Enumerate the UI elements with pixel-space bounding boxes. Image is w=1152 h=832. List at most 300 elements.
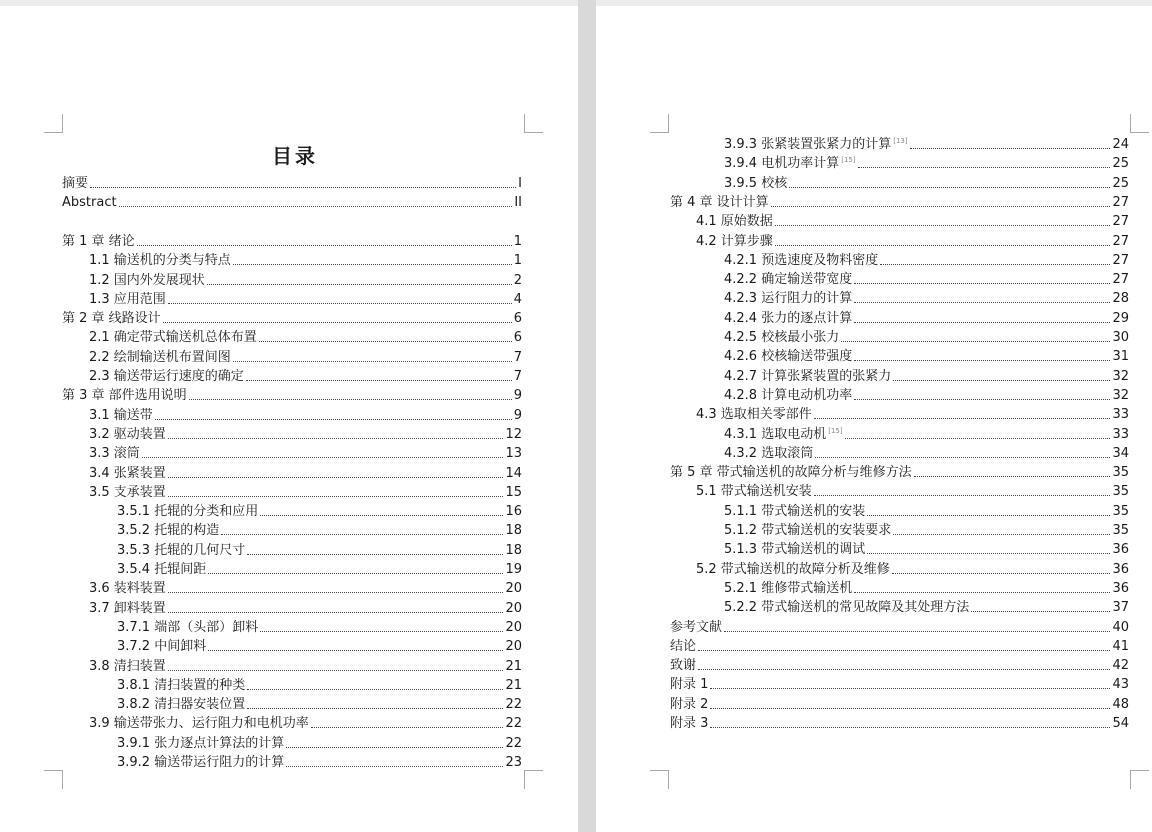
toc-entry[interactable] bbox=[724, 444, 1129, 463]
page-gutter bbox=[578, 0, 596, 832]
dot-leader bbox=[841, 341, 1110, 342]
toc-entry[interactable] bbox=[696, 560, 1129, 579]
toc-entry[interactable] bbox=[117, 637, 522, 656]
toc-page-number: 20 bbox=[505, 581, 522, 597]
toc-entry-title bbox=[89, 367, 244, 386]
margin-corner-mark bbox=[1130, 114, 1149, 133]
toc-entry-text: 3.5.1 托辊的分类和应用 bbox=[117, 504, 259, 520]
toc-entry-title bbox=[117, 521, 219, 540]
toc-entry[interactable] bbox=[724, 154, 1129, 173]
toc-entry[interactable] bbox=[62, 232, 522, 251]
dot-leader bbox=[893, 534, 1110, 535]
toc-page-number: 35 bbox=[1112, 503, 1129, 519]
dot-leader bbox=[233, 264, 512, 265]
toc-entry-text: 结论 bbox=[670, 638, 697, 654]
toc-page-number: 32 bbox=[1112, 368, 1129, 384]
toc-entry-title bbox=[62, 232, 135, 251]
toc-entry-title bbox=[724, 251, 878, 270]
toc-entry-title bbox=[62, 386, 187, 405]
citation-superscript: [15] bbox=[841, 156, 856, 165]
toc-page-number: 2 bbox=[513, 272, 522, 288]
toc-entry[interactable] bbox=[117, 618, 522, 637]
dot-leader bbox=[189, 399, 512, 400]
toc-entry-text: 5.2 带式输送机的故障分析及维修 bbox=[696, 561, 890, 577]
toc-entry-text: 3.9.1 张力逐点计算法的计算 bbox=[117, 735, 285, 751]
toc-entry[interactable] bbox=[696, 405, 1129, 424]
toc-entry[interactable] bbox=[724, 135, 1129, 154]
toc-entry-title bbox=[89, 348, 231, 367]
toc-entry[interactable] bbox=[62, 193, 522, 212]
toc-entry-title bbox=[724, 347, 852, 366]
toc-entry-title bbox=[724, 135, 908, 154]
toc-page-number: 36 bbox=[1112, 580, 1129, 596]
toc-entry-text: 4.2.6 校核输送带强度 bbox=[724, 349, 853, 365]
toc-page-number: 22 bbox=[505, 716, 522, 732]
dot-leader bbox=[168, 612, 504, 613]
toc-entry[interactable] bbox=[89, 367, 522, 386]
dot-leader bbox=[775, 245, 1111, 246]
toc-entry[interactable] bbox=[696, 212, 1129, 231]
toc-entry-text: 附录 3 bbox=[670, 716, 709, 731]
toc-entry-text: 5.1 带式输送机安装 bbox=[696, 484, 812, 500]
toc-entry[interactable] bbox=[724, 367, 1129, 386]
dot-leader bbox=[845, 438, 1111, 439]
toc-entry-title bbox=[724, 502, 865, 521]
dot-leader bbox=[854, 322, 1110, 323]
toc-entry-title bbox=[724, 598, 969, 617]
dot-leader bbox=[854, 360, 1110, 361]
toc-page-number: 18 bbox=[505, 523, 522, 539]
dot-leader bbox=[119, 206, 513, 207]
toc-entry-text: 2.2 绘制输送机布置间图 bbox=[89, 349, 231, 365]
toc-entry-text: 3.8.1 清扫装置的种类 bbox=[117, 677, 246, 693]
toc-page-number: 7 bbox=[513, 369, 522, 384]
toc-page-number: 36 bbox=[1112, 542, 1129, 558]
toc-entry-title bbox=[89, 271, 205, 290]
dot-leader bbox=[208, 573, 503, 574]
dot-leader bbox=[260, 631, 503, 632]
dot-leader bbox=[233, 361, 512, 362]
toc-entry-text: 3.3 滚筒 bbox=[89, 446, 140, 462]
toc-entry-text: 4.2.4 张力的逐点计算 bbox=[724, 310, 853, 326]
toc-page-number: 22 bbox=[505, 697, 522, 713]
dot-leader bbox=[247, 554, 503, 555]
toc-entry-title bbox=[670, 193, 769, 212]
toc-page-number: 36 bbox=[1112, 561, 1129, 577]
toc-entry[interactable] bbox=[724, 540, 1129, 559]
toc-entry-title bbox=[62, 309, 161, 328]
toc-entry[interactable] bbox=[724, 598, 1129, 617]
dot-leader bbox=[168, 477, 504, 478]
toc-page-number: 54 bbox=[1112, 716, 1129, 731]
toc-entry-text: 3.9.2 输送带运行阻力的计算 bbox=[117, 755, 285, 770]
toc-page-number: 1 bbox=[513, 253, 522, 269]
dot-leader bbox=[137, 245, 512, 246]
toc-entry-text: 3.8.2 清扫器安装位置 bbox=[117, 697, 246, 713]
toc-entry-title bbox=[89, 657, 166, 676]
toc-entry[interactable] bbox=[670, 656, 1129, 675]
dot-leader bbox=[814, 495, 1111, 496]
dot-leader bbox=[311, 727, 504, 728]
toc-entry-title bbox=[117, 502, 258, 521]
toc-entry-title bbox=[117, 734, 284, 753]
toc-entry-text: 2.3 输送带运行速度的确定 bbox=[89, 369, 244, 384]
toc-page-number: 31 bbox=[1112, 349, 1129, 365]
dot-leader bbox=[168, 438, 504, 439]
toc-entry[interactable] bbox=[117, 753, 522, 772]
toc-entry-title bbox=[670, 656, 696, 675]
toc-entry[interactable] bbox=[89, 599, 522, 618]
toc-entry[interactable] bbox=[670, 193, 1129, 212]
toc-entry-title bbox=[670, 618, 722, 637]
toc-entry-text: 3.7 卸料装置 bbox=[89, 600, 166, 616]
toc-entry-text: 4.3.1 选取电动机 bbox=[724, 426, 827, 442]
toc-entry-title bbox=[670, 714, 708, 733]
dot-leader bbox=[775, 225, 1111, 226]
margin-corner-mark bbox=[44, 114, 63, 133]
toc-page-number: 43 bbox=[1112, 677, 1129, 693]
toc-entry-title bbox=[117, 753, 284, 772]
toc-entry-title bbox=[670, 675, 708, 694]
citation-superscript: [15] bbox=[828, 426, 843, 435]
toc-page-number: I bbox=[518, 176, 522, 191]
dot-leader bbox=[163, 322, 512, 323]
toc-page-number: 37 bbox=[1112, 600, 1129, 616]
toc-page-number: 15 bbox=[505, 484, 522, 500]
toc-entry-title bbox=[724, 289, 852, 308]
dot-leader bbox=[168, 303, 512, 304]
toc-entry[interactable] bbox=[117, 541, 522, 560]
toc-entry-text: 3.5.4 托辊间距 bbox=[117, 562, 207, 577]
toc-entry-text: 3.5 支承装置 bbox=[89, 484, 166, 500]
margin-corner-mark bbox=[44, 770, 63, 789]
toc-page-number: 12 bbox=[505, 426, 522, 442]
toc-entry-text: 3.1 输送带 bbox=[89, 407, 153, 423]
toc-entry-text: 4.2.7 计算张紧装置的张紧力 bbox=[724, 368, 892, 384]
toc-entry-title bbox=[724, 328, 839, 347]
toc-entry-title bbox=[89, 714, 309, 733]
toc-entry[interactable] bbox=[724, 502, 1129, 521]
toc-entry-title bbox=[724, 386, 852, 405]
toc-page-number: 23 bbox=[505, 755, 522, 770]
toc-entry-text: 1.1 输送机的分类与特点 bbox=[89, 253, 231, 269]
toc-entry-title bbox=[62, 193, 117, 212]
toc-entry-text: 3.9 输送带张力、运行阻力和电机功率 bbox=[89, 716, 309, 732]
toc-entry-text: 第 1 章 绪论 bbox=[62, 233, 135, 249]
dot-leader bbox=[247, 708, 503, 709]
toc-page-number: 24 bbox=[1112, 137, 1129, 152]
toc-entry-text: 2.1 确定带式输送机总体布置 bbox=[89, 330, 257, 346]
toc-page-number: 27 bbox=[1112, 194, 1129, 210]
toc-entry-text: 1.2 国内外发展现状 bbox=[89, 272, 205, 288]
toc-page-number: 25 bbox=[1112, 175, 1129, 191]
toc-page-number: 42 bbox=[1112, 658, 1129, 674]
dot-leader bbox=[208, 650, 503, 651]
toc-page-number: 18 bbox=[505, 542, 522, 558]
toc-entry-text: 参考文献 bbox=[670, 619, 723, 635]
toc-entry-text: 4.3 选取相关零部件 bbox=[696, 407, 812, 423]
toc-entry-title bbox=[89, 406, 153, 425]
dot-leader bbox=[858, 167, 1111, 168]
toc-page-number: 14 bbox=[505, 465, 522, 481]
toc-entry[interactable] bbox=[670, 695, 1129, 714]
toc-entry[interactable] bbox=[89, 483, 522, 502]
toc-entry-title bbox=[62, 174, 88, 193]
toc-entry-text: 3.8 清扫装置 bbox=[89, 658, 166, 674]
dot-leader bbox=[259, 341, 512, 342]
dot-leader bbox=[789, 187, 1110, 188]
toc-page-number: 41 bbox=[1112, 638, 1129, 654]
dot-leader bbox=[914, 476, 1111, 477]
toc-page-number: 20 bbox=[505, 600, 522, 616]
toc-entry-title bbox=[696, 405, 812, 424]
dot-leader bbox=[854, 302, 1110, 303]
toc-page-number: 9 bbox=[513, 407, 522, 423]
toc-entry-text: Abstract bbox=[62, 195, 117, 211]
toc-entry[interactable] bbox=[670, 618, 1129, 637]
toc-page-number: 35 bbox=[1112, 465, 1129, 481]
toc-page-number: 7 bbox=[513, 349, 522, 365]
toc-page-number: 6 bbox=[513, 311, 522, 327]
toc-entry[interactable] bbox=[724, 270, 1129, 289]
dot-leader bbox=[698, 669, 1110, 670]
toc-entry-title bbox=[724, 154, 856, 173]
margin-corner-mark bbox=[524, 770, 543, 789]
dot-leader bbox=[286, 766, 503, 767]
toc-entry[interactable] bbox=[89, 406, 522, 425]
toc-page-number: 4 bbox=[513, 291, 522, 307]
dot-leader bbox=[854, 399, 1110, 400]
dot-leader bbox=[286, 747, 503, 748]
toc-page-number: 16 bbox=[505, 504, 522, 520]
dot-leader bbox=[880, 264, 1110, 265]
margin-corner-mark bbox=[650, 114, 669, 133]
toc-entry-text: 第 4 章 设计计算 bbox=[670, 194, 769, 210]
toc-entry-text: 4.3.2 选取滚筒 bbox=[724, 445, 814, 461]
toc-page-number: 32 bbox=[1112, 387, 1129, 403]
toc-entry-text: 3.9.4 电机功率计算 bbox=[724, 156, 840, 172]
toc-entry-title bbox=[89, 579, 166, 598]
toc-title: 目录 bbox=[272, 144, 318, 168]
toc-entry-title bbox=[89, 251, 231, 270]
toc-entry-title bbox=[89, 328, 257, 347]
dot-leader bbox=[867, 553, 1110, 554]
toc-entry[interactable] bbox=[724, 328, 1129, 347]
toc-page-number: 13 bbox=[505, 446, 522, 462]
toc-entry-text: 3.9.3 张紧装置张紧力的计算 bbox=[724, 137, 892, 152]
toc-entry[interactable] bbox=[117, 676, 522, 695]
dot-leader bbox=[710, 727, 1110, 728]
toc-page-number: 28 bbox=[1112, 291, 1129, 307]
dot-leader bbox=[168, 670, 504, 671]
dot-leader bbox=[710, 688, 1110, 689]
toc-page-number: 27 bbox=[1112, 272, 1129, 288]
toc-entry[interactable] bbox=[117, 734, 522, 753]
dot-leader bbox=[771, 206, 1111, 207]
toc-entry-text: 附录 1 bbox=[670, 677, 709, 693]
toc-entry[interactable] bbox=[117, 695, 522, 714]
toc-page-number: II bbox=[514, 195, 522, 211]
toc-entry-title bbox=[117, 560, 206, 579]
toc-entry-title bbox=[89, 290, 166, 309]
toc-entry[interactable] bbox=[724, 579, 1129, 598]
toc-entry-title bbox=[724, 367, 891, 386]
toc-entry[interactable] bbox=[89, 579, 522, 598]
margin-corner-mark bbox=[1130, 770, 1149, 789]
toc-entry-text: 3.6 装料装置 bbox=[89, 581, 166, 597]
toc-entry[interactable] bbox=[670, 463, 1129, 482]
toc-entry-title bbox=[696, 232, 773, 251]
toc-entry-title bbox=[117, 618, 258, 637]
toc-entry[interactable] bbox=[724, 309, 1129, 328]
toc-entry[interactable] bbox=[89, 348, 522, 367]
dot-leader bbox=[892, 573, 1111, 574]
toc-entry-title bbox=[89, 425, 166, 444]
toc-entry[interactable] bbox=[89, 251, 522, 270]
toc-entry-text: 4.2.3 运行阻力的计算 bbox=[724, 291, 853, 307]
toc-entry[interactable] bbox=[696, 482, 1129, 501]
toc-page-number: 6 bbox=[513, 330, 522, 346]
toc-entry-text: 5.1.3 带式输送机的调试 bbox=[724, 542, 866, 558]
toc-entry[interactable] bbox=[117, 560, 522, 579]
document-page-right bbox=[596, 6, 1152, 832]
toc-entry-text: 4.2 计算步骤 bbox=[696, 233, 773, 249]
toc-entry-text: 第 2 章 线路设计 bbox=[62, 311, 161, 327]
toc-page-number: 19 bbox=[505, 562, 522, 577]
toc-entry[interactable] bbox=[670, 714, 1129, 733]
toc-entry-title bbox=[696, 482, 812, 501]
toc-entry-text: 第 5 章 带式输送机的故障分析与维修方法 bbox=[670, 465, 912, 481]
dot-leader bbox=[260, 515, 503, 516]
toc-page-number: 21 bbox=[505, 658, 522, 674]
toc-entry-title bbox=[117, 676, 245, 695]
toc-entry[interactable] bbox=[117, 521, 522, 540]
toc-entry[interactable] bbox=[117, 502, 522, 521]
toc-entry-text: 3.5.3 托辊的几何尺寸 bbox=[117, 542, 246, 558]
dot-leader bbox=[90, 187, 516, 188]
toc-page-number: 22 bbox=[505, 735, 522, 751]
toc-entry[interactable] bbox=[89, 290, 522, 309]
toc-entry-title bbox=[89, 464, 166, 483]
toc-entry-text: 3.7.1 端部（头部）卸料 bbox=[117, 619, 259, 635]
toc-entry[interactable] bbox=[724, 251, 1129, 270]
toc-entry[interactable] bbox=[724, 347, 1129, 366]
toc-entry[interactable] bbox=[89, 657, 522, 676]
toc-entry-title bbox=[89, 444, 140, 463]
toc-entry-text: 第 3 章 部件选用说明 bbox=[62, 388, 187, 404]
toc-page-number: 27 bbox=[1112, 233, 1129, 249]
toc-entry[interactable] bbox=[696, 232, 1129, 251]
dot-leader bbox=[142, 457, 504, 458]
toc-entry[interactable] bbox=[89, 444, 522, 463]
dot-leader bbox=[710, 708, 1110, 709]
toc-page-number: 1 bbox=[513, 233, 522, 249]
toc-entry-title bbox=[670, 637, 696, 656]
toc-entry-title bbox=[724, 579, 852, 598]
dot-leader bbox=[910, 148, 1111, 149]
toc-entry[interactable] bbox=[62, 174, 522, 193]
toc-entry-title bbox=[724, 444, 813, 463]
toc-entry[interactable] bbox=[62, 309, 522, 328]
toc-entry[interactable] bbox=[724, 425, 1129, 444]
toc-entry[interactable] bbox=[724, 174, 1129, 193]
dot-leader bbox=[814, 418, 1111, 419]
toc-entry-title bbox=[89, 599, 166, 618]
toc-entry[interactable] bbox=[89, 425, 522, 444]
toc-entry-text: 3.4 张紧装置 bbox=[89, 465, 166, 481]
document-page-left bbox=[0, 6, 578, 832]
toc-entry-title bbox=[724, 425, 843, 444]
toc-page-number: 30 bbox=[1112, 330, 1129, 345]
toc-page-number: 35 bbox=[1112, 523, 1129, 538]
toc-entry-title bbox=[724, 309, 852, 328]
toc-page-number: 27 bbox=[1112, 252, 1129, 268]
toc-entry[interactable] bbox=[89, 714, 522, 733]
toc-entry-text: 致谢 bbox=[670, 658, 697, 674]
dot-leader bbox=[854, 283, 1110, 284]
toc-entry-text: 3.2 驱动装置 bbox=[89, 426, 166, 442]
dot-leader bbox=[971, 611, 1110, 612]
toc-entry-title bbox=[724, 540, 865, 559]
dot-leader bbox=[168, 496, 504, 497]
toc-entry-text: 摘要 bbox=[62, 176, 89, 191]
dot-leader bbox=[724, 631, 1110, 632]
toc-entry-title bbox=[724, 270, 852, 289]
dot-leader bbox=[854, 592, 1110, 593]
toc-entry-title bbox=[696, 212, 773, 231]
margin-corner-mark bbox=[524, 114, 543, 133]
toc-entry-title bbox=[117, 637, 206, 656]
toc-entry-text: 4.2.2 确定输送带宽度 bbox=[724, 272, 853, 288]
toc-entry-text: 3.5.2 托辊的构造 bbox=[117, 523, 220, 539]
toc-page-number: 21 bbox=[505, 677, 522, 693]
toc-entry-text: 4.1 原始数据 bbox=[696, 214, 773, 230]
toc-entry-text: 3.9.5 校核 bbox=[724, 175, 788, 191]
toc-entry-text: 4.2.1 预选速度及物料密度 bbox=[724, 252, 879, 268]
toc-entry[interactable] bbox=[89, 464, 522, 483]
toc-page-number: 25 bbox=[1112, 156, 1129, 172]
dot-leader bbox=[207, 284, 512, 285]
toc-entry-text: 4.2.5 校核最小张力 bbox=[724, 330, 840, 345]
toc-page-number: 34 bbox=[1112, 445, 1129, 461]
toc-entry-text: 5.2.2 带式输送机的常见故障及其处理方法 bbox=[724, 600, 970, 616]
margin-corner-mark bbox=[650, 770, 669, 789]
toc-entry[interactable] bbox=[724, 521, 1129, 540]
toc-entry[interactable] bbox=[724, 386, 1129, 405]
toc-entry[interactable] bbox=[89, 271, 522, 290]
toc-entry[interactable] bbox=[89, 328, 522, 347]
toc-entry[interactable] bbox=[724, 289, 1129, 308]
toc-page-number: 48 bbox=[1112, 696, 1129, 712]
dot-leader bbox=[698, 650, 1110, 651]
toc-entry[interactable] bbox=[670, 637, 1129, 656]
toc-entry-title bbox=[117, 541, 245, 560]
toc-page-number: 40 bbox=[1112, 619, 1129, 635]
toc-entry-text: 4.2.8 计算电动机功率 bbox=[724, 387, 853, 403]
toc-entry[interactable] bbox=[670, 675, 1129, 694]
toc-entry-text: 1.3 应用范围 bbox=[89, 291, 166, 307]
toc-entry-title bbox=[670, 463, 912, 482]
toc-page-number: 27 bbox=[1112, 214, 1129, 230]
toc-entry[interactable] bbox=[62, 386, 522, 405]
toc-entry-text: 3.7.2 中间卸料 bbox=[117, 639, 207, 655]
dot-leader bbox=[221, 534, 503, 535]
dot-leader bbox=[893, 380, 1110, 381]
toc-entry-text: 5.1.1 带式输送机的安装 bbox=[724, 503, 866, 519]
toc-page-number: 29 bbox=[1112, 310, 1129, 326]
dot-leader bbox=[247, 689, 503, 690]
toc-entry-title bbox=[670, 695, 708, 714]
